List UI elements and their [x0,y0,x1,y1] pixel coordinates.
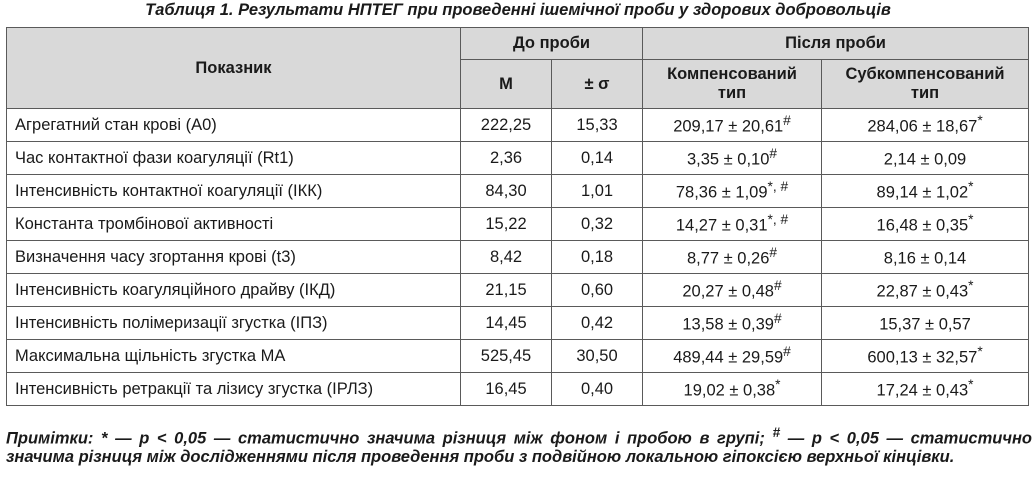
table-row [7,340,1029,373]
row-subcompensated-value: 8,16 ± 0,14 [883,249,967,268]
row-subcompensated-mark: * [977,344,983,360]
row-subcompensated [822,241,1029,274]
row-subcompensated-value: 2,14 ± 0,09 [883,150,967,169]
header-subcompensated-line1: Субкомпенсований [845,65,1005,83]
notes-hash-mark: # [772,425,781,440]
table-row [7,307,1029,340]
row-compensated [643,307,822,340]
row-mean: 21,15 [461,274,552,307]
row-indicator: Інтенсивність ретракції та лізису згустка (ІРЛЗ) [7,373,461,406]
row-subcompensated [822,373,1029,406]
header-indicator: Показник [7,28,461,109]
row-subcompensated [822,208,1029,241]
header-mean: M [461,60,552,109]
header-after: Після проби [643,28,1029,60]
row-mean: 15,22 [461,208,552,241]
row-compensated-value: 13,58 ± 0,39 [682,315,774,334]
row-compensated [643,340,822,373]
row-indicator: Константа тромбінової активності [7,208,461,241]
row-mean: 222,25 [461,109,552,142]
table-notes [6,424,1032,466]
row-compensated-mark: * [775,377,781,393]
row-compensated-mark: # [783,113,791,129]
row-compensated-value: 20,27 ± 0,48 [682,282,774,301]
row-compensated [643,142,822,175]
row-compensated-value: 8,77 ± 0,26 [686,249,770,268]
row-indicator: Інтенсивність полімеризації згустка (ІПЗ) [7,307,461,340]
row-mean: 8,42 [461,241,552,274]
row-subcompensated [822,274,1029,307]
row-indicator: Визначення часу згортання крові (t3) [7,241,461,274]
row-indicator: Інтенсивність коагуляційного драйву (ІКД) [7,274,461,307]
row-compensated-mark: *, # [767,212,789,228]
row-subcompensated [822,109,1029,142]
row-compensated-value: 14,27 ± 0,31 [675,216,768,235]
notes-text-2: — р < 0,05 — статистично значима різниця між дослідженнями після проведення проби з подвійною локальною гіпоксією верхньої кінцівки. [6,429,1032,466]
row-compensated [643,274,822,307]
row-indicator: Інтенсивність контактної коагуляції (ІКК) [7,175,461,208]
header-sd: ± σ [552,60,643,109]
row-indicator: Максимальна щільність згустка МА [7,340,461,373]
row-mean: 525,45 [461,340,552,373]
row-compensated [643,208,822,241]
row-subcompensated-mark: * [968,377,974,393]
row-compensated-mark: # [774,278,782,294]
row-sd: 0,32 [552,208,643,241]
row-sd: 0,14 [552,142,643,175]
row-compensated-mark: *, # [767,179,789,195]
row-sd: 30,50 [552,340,643,373]
row-compensated-mark: # [783,344,791,360]
header-compensated-line2: тип [717,84,747,102]
row-subcompensated-value: 89,14 ± 1,02 [876,183,969,202]
row-sd: 1,01 [552,175,643,208]
row-sd: 0,42 [552,307,643,340]
row-subcompensated-mark: * [968,278,974,294]
row-compensated [643,175,822,208]
row-indicator: Час контактної фази коагуляції (Rt1) [7,142,461,175]
row-subcompensated-value: 16,48 ± 0,35 [876,216,969,235]
row-compensated-value: 78,36 ± 1,09 [675,183,768,202]
row-compensated-value: 19,02 ± 0,38 [683,381,776,400]
results-table [6,27,1029,406]
row-subcompensated-value: 600,13 ± 32,57 [867,348,978,367]
row-subcompensated-mark: * [977,113,983,129]
row-sd: 0,60 [552,274,643,307]
table-row [7,241,1029,274]
row-compensated [643,109,822,142]
table-row [7,109,1029,142]
row-compensated-value: 209,17 ± 20,61 [673,117,784,136]
row-compensated-mark: # [769,245,778,261]
row-mean: 16,45 [461,373,552,406]
header-compensated [643,60,822,109]
header-compensated-line1: Компенсований [667,65,797,83]
row-sd: 15,33 [552,109,643,142]
row-mean: 84,30 [461,175,552,208]
row-subcompensated-value: 15,37 ± 0,57 [879,315,971,334]
row-subcompensated-mark: * [968,212,974,228]
header-subcompensated-line2: тип [910,84,940,102]
table-row [7,142,1029,175]
row-compensated-mark: # [774,311,782,327]
row-subcompensated [822,142,1029,175]
row-compensated [643,373,822,406]
row-subcompensated-value: 17,24 ± 0,43 [876,381,969,400]
row-compensated-value: 489,44 ± 29,59 [673,348,784,367]
table-row [7,175,1029,208]
row-sd: 0,40 [552,373,643,406]
header-subcompensated [822,60,1029,109]
header-row-top [7,28,1029,60]
row-compensated-mark: # [769,146,778,162]
row-indicator: Агрегатний стан крові (A0) [7,109,461,142]
row-subcompensated [822,175,1029,208]
row-subcompensated-value: 284,06 ± 18,67 [867,117,978,136]
row-subcompensated [822,307,1029,340]
row-subcompensated [822,340,1029,373]
table-row [7,208,1029,241]
notes-text-1: * — р < 0,05 — статистично значима різниця між фоном і пробою в групі; [93,429,773,448]
table-row [7,373,1029,406]
row-compensated [643,241,822,274]
notes-label: Примітки: [6,429,94,448]
row-mean: 14,45 [461,307,552,340]
header-before: До проби [461,28,643,60]
table-row [7,274,1029,307]
row-sd: 0,18 [552,241,643,274]
table-caption: Таблиця 1. Результати НПТЕГ при проведенні ішемічної проби у здорових добровольців [145,1,891,19]
row-subcompensated-value: 22,87 ± 0,43 [876,282,969,301]
row-subcompensated-mark: * [968,179,974,195]
row-compensated-value: 3,35 ± 0,10 [686,150,770,169]
row-mean: 2,36 [461,142,552,175]
